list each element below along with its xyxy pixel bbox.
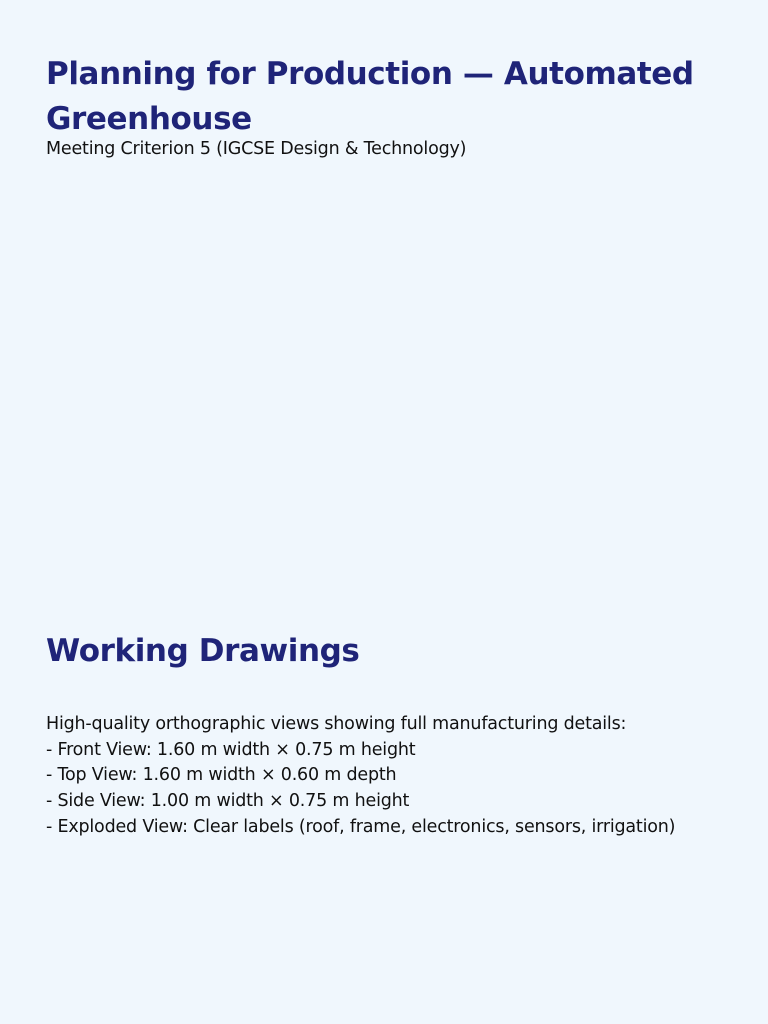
list-item-front-view: - Front View: 1.60 m width × 0.75 m height [46, 739, 416, 760]
page-title: Planning for Production — Automated Greenhouse [46, 56, 694, 137]
section-heading: Working Drawings [46, 633, 360, 669]
section-intro: High-quality orthographic views showing full manufacturing details: [46, 714, 627, 734]
list-item-top-view: - Top View: 1.60 m width × 0.60 m depth [46, 765, 397, 786]
list-item-exploded-view: - Exploded View: Clear labels (roof, frame, electronics, sensors, irrigation) [46, 816, 676, 837]
section-body [46, 712, 746, 841]
page-subtitle: Meeting Criterion 5 (IGCSE Design & Technology) [46, 139, 467, 159]
list-item-side-view: - Side View: 1.00 m width × 0.75 m height [46, 791, 410, 812]
